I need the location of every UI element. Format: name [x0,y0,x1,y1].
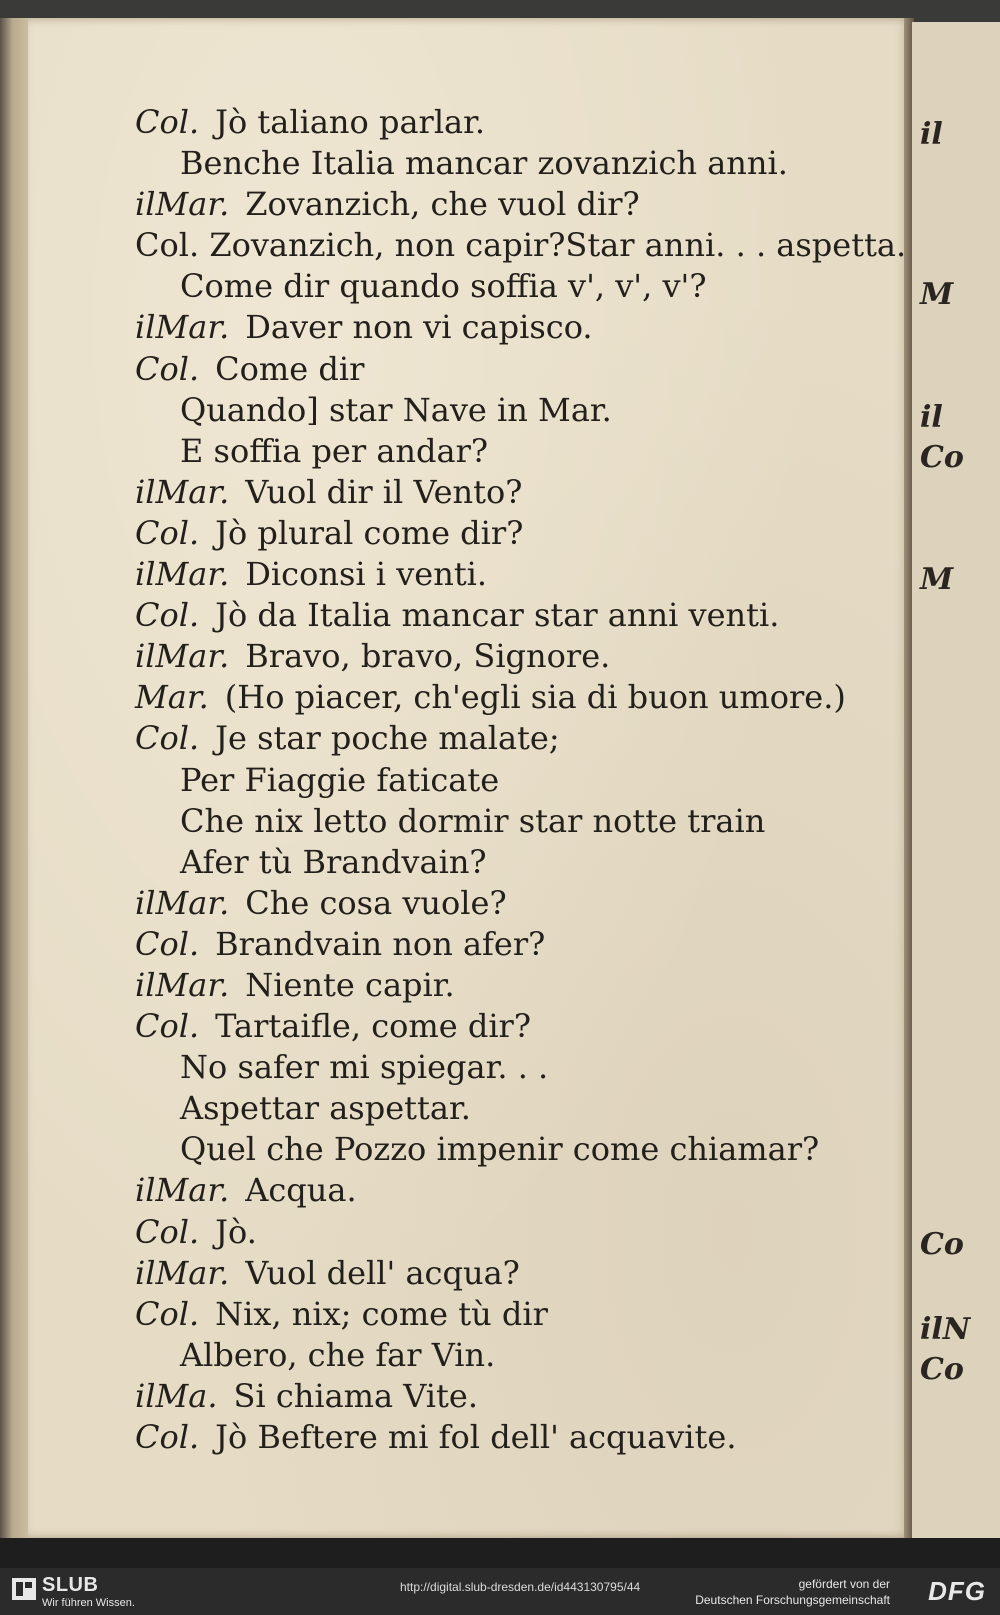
line-text: Jò taliano parlar. [215,103,486,141]
dialogue-line [135,1417,895,1458]
speaker-label: Col. [135,513,200,552]
dialogue-line [135,1253,895,1294]
facing-page-text: Co [920,1352,964,1387]
library-tagline: Wir führen Wissen. [42,1597,135,1609]
line-text: Quando] star Nave in Mar. [180,390,612,429]
speaker-label: ilMar. [135,883,230,922]
dialogue-line [135,307,895,348]
dfg-logo: DFG [928,1576,986,1606]
line-text: Albero, che far Vin. [180,1335,496,1374]
dialogue-line [135,349,895,390]
line-text: Brandvain non afer? [215,924,546,963]
facing-page-text: M [920,277,954,312]
speaker-label: Col. [135,1007,200,1046]
line-text: Jò da Italia mancar star anni venti. [215,596,780,635]
speaker-label: Col. [135,1418,200,1456]
line-text: Tartaifle, come dir? [215,1007,531,1046]
dialogue-line [135,636,895,677]
dialogue-text [135,102,907,1458]
speaker-label: Col. [135,1294,200,1333]
dialogue-line [135,143,895,184]
line-text: Vuol dell' acqua? [245,1253,520,1292]
speaker-label: ilMar. [135,1253,230,1292]
dialogue-line [135,595,895,636]
speaker-label: Col. [135,924,200,963]
speaker-label: ilMar. [135,637,230,676]
dialogue-line [135,1006,895,1047]
line-text: Che nix letto dormir star notte train [180,801,766,840]
line-text: Niente capir. [245,965,455,1004]
line-text: Col. Zovanzich, non capir?Star anni. . . aspetta. [135,226,907,265]
line-text: Jò Beftere mi fol dell' acquavite. [215,1418,737,1456]
page-left-edge [0,18,28,1538]
dialogue-line [135,554,895,595]
dialogue-line [135,1335,895,1376]
speaker-label: ilMar. [135,1171,230,1210]
line-text: Acqua. [245,1171,357,1210]
dialogue-line [135,1088,895,1129]
dialogue-line [135,924,895,965]
line-text: Jò plural come dir? [215,513,524,552]
viewer-footer [0,1568,1000,1615]
speaker-label: Col. [135,349,200,388]
funding-line-1: gefördert von der [798,1577,890,1591]
speaker-label: ilMar. [135,185,230,224]
line-text: Vuol dir il Vento? [245,472,523,511]
funding-note [695,1576,890,1608]
line-text: Si chiama Vite. [233,1376,478,1415]
speaker-label: Mar. [135,678,209,717]
facing-page-text: il [920,400,943,435]
line-text: Che cosa vuole? [245,883,507,922]
dialogue-line [135,472,895,513]
speaker-label: ilMar. [135,472,230,511]
dialogue-line [135,842,895,883]
line-text: E soffia per andar? [180,431,489,470]
slub-logo-icon [12,1578,36,1600]
document-url-link[interactable]: http://digital.slub-dresden.de/id443130795/44 [400,1580,641,1594]
speaker-label: ilMa. [135,1376,218,1415]
dialogue-line [135,801,895,842]
line-text: Aspettar aspettar. [180,1089,471,1128]
line-text: Benche Italia mancar zovanzich anni. [180,144,788,183]
line-text: Come dir quando soffia v', v', v'? [180,267,707,306]
line-text: Diconsi i venti. [245,555,488,594]
dialogue-line [135,1047,895,1088]
dialogue-line [135,677,895,718]
line-text: Nix, nix; come tù dir [215,1294,548,1333]
dialogue-line [135,184,895,225]
speaker-label: Col. [135,103,200,141]
line-text: Bravo, bravo, Signore. [245,637,611,676]
funding-line-2: Deutschen Forschungsgemeinschaft [695,1593,890,1607]
line-text: No safer mi spiegar. . . [180,1048,549,1087]
line-text: Quel che Pozzo impenir come chiamar? [180,1130,820,1169]
facing-page-text: il [920,117,943,152]
dialogue-line [135,1294,895,1335]
line-text: Daver non vi capisco. [245,308,593,347]
dialogue-line [135,225,907,266]
dialogue-line [135,390,895,431]
facing-page-text: Co [920,440,964,475]
scan-bottom-border [0,1538,1000,1568]
speaker-label: ilMar. [135,555,230,594]
line-text: Afer tù Brandvain? [180,842,487,881]
dialogue-line [135,1376,895,1417]
dialogue-line [135,760,895,801]
dialogue-line [135,266,895,307]
facing-page-fragment [912,22,1000,1538]
dialogue-line [135,1170,895,1211]
dialogue-line [135,513,895,554]
dialogue-line [135,431,895,472]
facing-page-text: M [920,562,954,597]
speaker-label: Col. [135,719,200,758]
library-name: SLUB [42,1574,99,1596]
facing-page-text: ilN [920,1312,971,1347]
dialogue-line [135,1129,895,1170]
speaker-label: ilMar. [135,308,230,347]
facing-page-text: Co [920,1227,964,1262]
line-text: Come dir [215,349,365,388]
dialogue-line [135,883,895,924]
speaker-label: Col. [135,596,200,635]
speaker-label: Col. [135,1212,200,1251]
line-text: Per Fiaggie faticate [180,760,500,799]
speaker-label: ilMar. [135,965,230,1004]
dialogue-line [135,965,895,1006]
line-text: Je star poche malate; [215,719,560,758]
dialogue-line [135,102,895,143]
line-text: Jò. [215,1212,257,1251]
line-text: (Ho piacer, ch'egli sia di buon umore.) [224,678,846,717]
dialogue-line [135,1212,895,1253]
line-text: Zovanzich, che vuol dir? [245,185,640,224]
dialogue-line [135,718,895,759]
